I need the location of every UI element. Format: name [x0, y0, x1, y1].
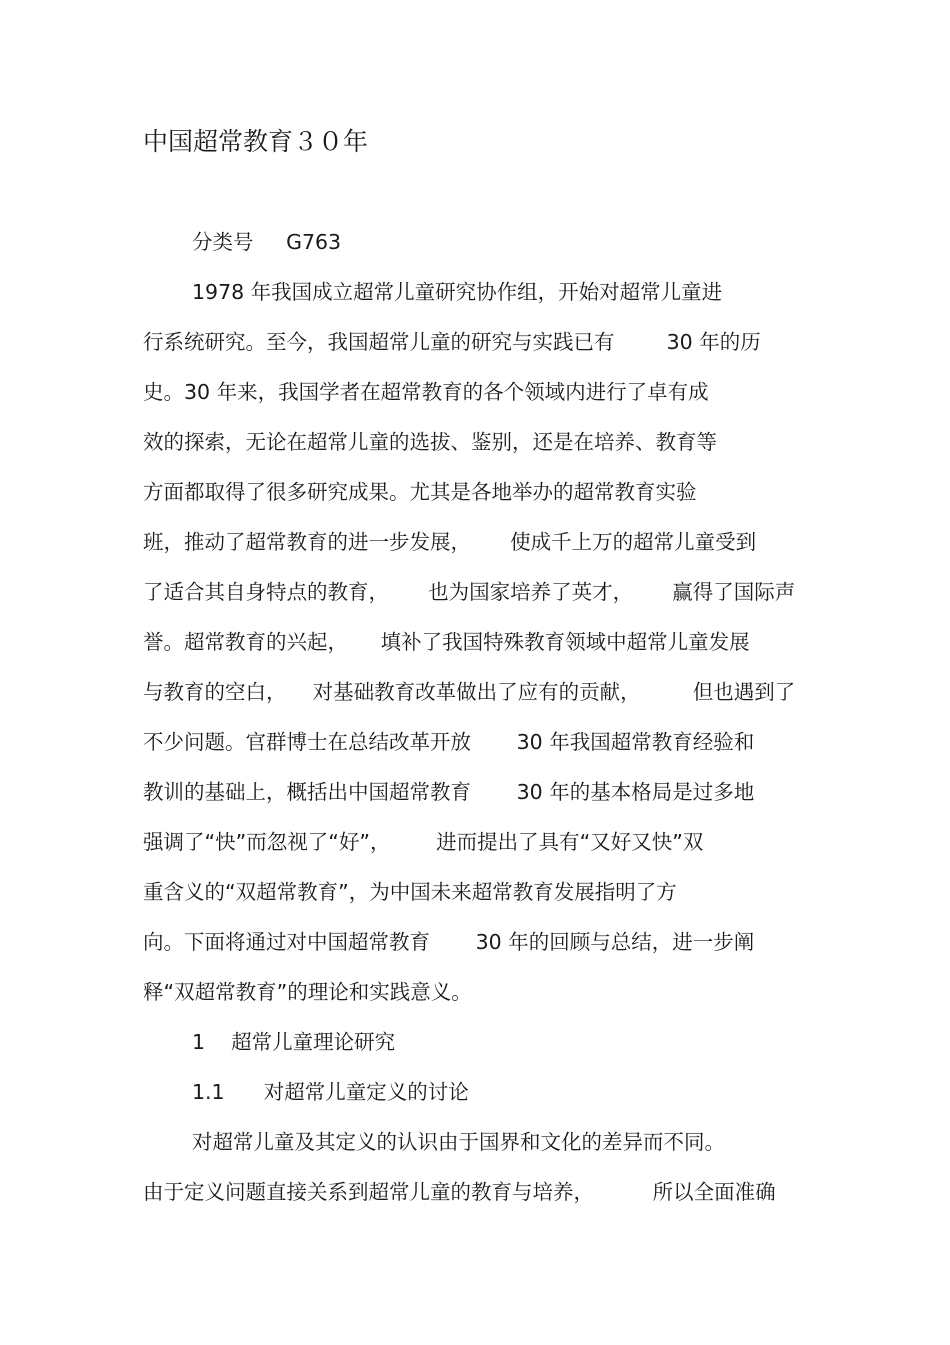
paragraph-line: 由于定义问题直接关系到超常儿童的教育与培养， 所以全面准确 — [143, 1180, 776, 1204]
paragraph-line: 行系统研究。至今，我国超常儿童的研究与实践已有 30 年的历 — [143, 330, 761, 354]
paragraph-line: 1978 年我国成立超常儿童研究协作组，开始对超常儿童进 — [192, 280, 723, 304]
paragraph-line: 史。30 年来，我国学者在超常教育的各个领域内进行了卓有成 — [143, 380, 709, 404]
paragraph-line: 了适合其自身特点的教育， 也为国家培养了英才， 赢得了国际声 — [143, 580, 796, 604]
subsection-heading: 1.1 对超常儿童定义的讨论 — [192, 1080, 469, 1104]
paragraph-line: 释“双超常教育”的理论和实践意义。 — [143, 980, 472, 1004]
paragraph-line: 誉。超常教育的兴起， 填补了我国特殊教育领域中超常儿童发展 — [143, 630, 750, 654]
classification-line: 分类号 G763 — [192, 230, 342, 254]
paragraph-line: 不少问题。官群博士在总结改革开放 30 年我国超常教育经验和 — [143, 730, 755, 754]
document-title: 中国超常教育３０年 — [143, 127, 369, 156]
paragraph-line: 效的探索，无论在超常儿童的选拔、鉴别，还是在培养、教育等 — [143, 430, 717, 454]
paragraph-line: 班，推动了超常教育的进一步发展， 使成千上万的超常儿童受到 — [143, 530, 757, 554]
paragraph-line: 强调了“快”而忽视了“好”， 进而提出了具有“又好又快”双 — [143, 830, 704, 854]
paragraph-line: 向。下面将通过对中国超常教育 30 年的回顾与总结，进一步阐 — [143, 930, 755, 954]
paragraph-line: 对超常儿童及其定义的认识由于国界和文化的差异而不同。 — [192, 1130, 725, 1154]
paragraph-line: 与教育的空白， 对基础教育改革做出了应有的贡献， 但也遇到了 — [143, 680, 796, 704]
section-heading: 1 超常儿童理论研究 — [192, 1030, 396, 1054]
paragraph-line: 方面都取得了很多研究成果。尤其是各地举办的超常教育实验 — [143, 480, 697, 504]
paragraph-line: 重含义的“双超常教育”，为中国未来超常教育发展指明了方 — [143, 880, 677, 904]
paragraph-line: 教训的基础上，概括出中国超常教育 30 年的基本格局是过多地 — [143, 780, 755, 804]
